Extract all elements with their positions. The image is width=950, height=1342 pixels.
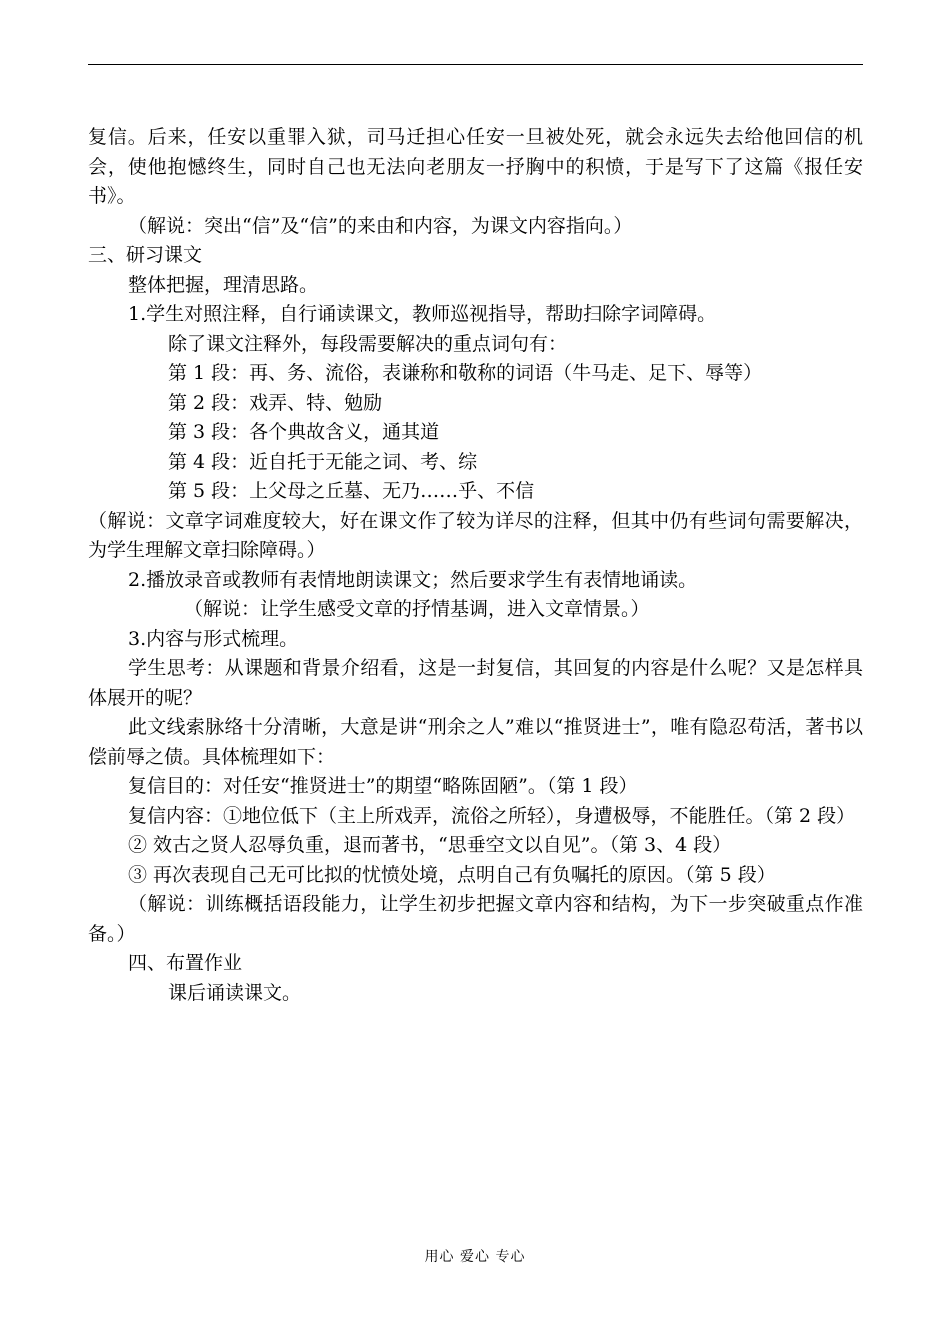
step-2: 2.播放录音或教师有表情地朗读课文；然后要求学生有表情地诵读。 [128,568,698,591]
key-words-para-1: 第 1 段：再、务、流俗，表谦称和敬称的词语（牛马走、足下、辱等） [168,362,763,384]
paragraph-student-thinking: 学生思考：从课题和背景介绍看，这是一封复信，其回复的内容是什么呢？又是怎样具体展开的呢？ [88,657,863,709]
paragraph-purpose: 复信目的：对任安“推贤进士”的期望“略陈固陋”。（第 1 段） [128,775,638,797]
paragraph-continued-text: 复信。后来，任安以重罪入狱，司马迁担心任安一旦被处死，就会永远失去给他回信的机会，使他抱憾终生，同时自己也无法向老朋友一抒胸中的积愤，于是写下了这篇《报任安书》。 [88,126,863,207]
section-heading-study: 三、研习课文 [88,244,203,266]
document-body [88,123,863,1008]
key-words-para-3: 第 3 段：各个典故含义，通其道 [168,421,440,443]
paragraph-overview: 整体把握，理清思路。 [128,273,319,296]
section-heading-homework: 四、布置作业 [128,952,243,974]
paragraph-note: （解说：突出“信”及“信”的来由和内容，为课文内容指向。） [128,214,633,237]
paragraph-note: （解说：文章字词难度较大，好在课文作了较为详尽的注释，但其中仍有些词句需要解决，为学生理解文章扫除障碍。） [88,509,863,561]
step-3: 3.内容与形式梳理。 [128,627,299,650]
key-words-para-4: 第 4 段：近自托于无能之词、考、综 [168,450,478,473]
paragraph-content-point-3: ③ 再次表现自己无可比拟的忧愤处境，点明自己有负嘱托的原因。（第 5 段） [128,863,776,886]
paragraph-note: （解说：训练概括语段能力，让学生初步把握文章内容和结构，为下一步突破重点作准备。） [88,893,863,945]
paragraph-content-point-2: ② 效古之贤人忍辱负重，退而著书，“思垂空文以自见”。（第 3、4 段） [128,834,732,856]
paragraph-homework: 课后诵读课文。 [168,981,302,1004]
key-words-para-5: 第 5 段：上父母之丘墓、无乃……乎、不信 [168,480,535,502]
paragraph-summary: 此文线索脉络十分清晰，大意是讲“刑余之人”难以“推贤进士”，唯有隐忍苟活，著书以偿前辱之债。具体梳理如下： [88,716,863,768]
key-words-para-2: 第 2 段：戏弄、特、勉励 [168,391,383,414]
page-footer: 用心 爱心 专心 [424,1249,526,1265]
paragraph-content: 复信内容：①地位低下（主上所戏弄，流俗之所轻），身遭极辱，不能胜任。（第 2 段） [128,804,856,827]
paragraph-note: （解说：让学生感受文章的抒情基调，进入文章情景。） [184,598,650,620]
step-1: 1.学生对照注释，自行诵读课文，教师巡视指导，帮助扫除字词障碍。 [128,303,717,325]
paragraph-key-words-intro: 除了课文注释外，每段需要解决的重点词句有： [168,332,568,355]
header-rule [88,64,863,65]
